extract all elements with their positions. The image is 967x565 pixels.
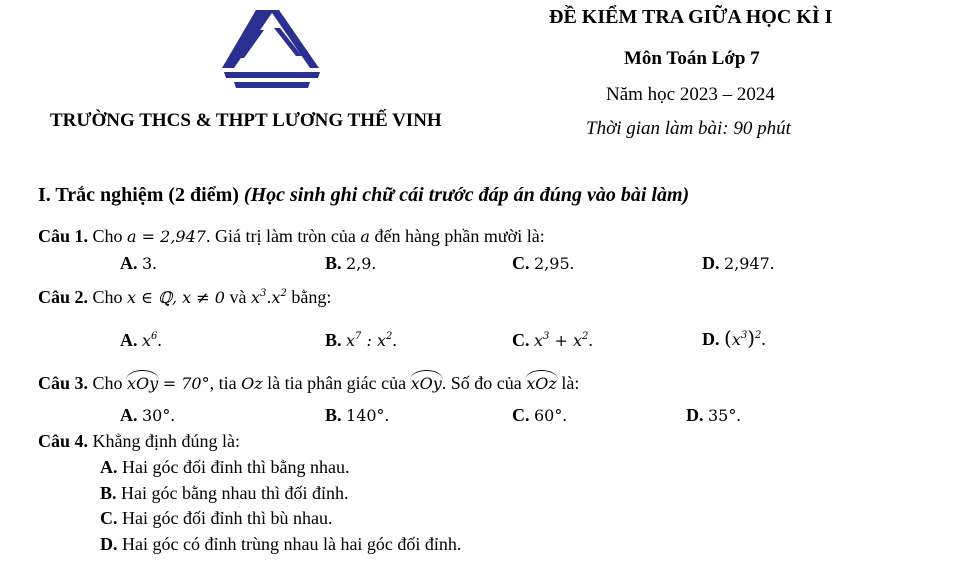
math-expression: $x^3.x^2$ xyxy=(250,288,287,307)
option-letter: A. xyxy=(120,405,138,425)
option-value: 3 xyxy=(142,254,153,273)
angle-xoz: xOz xyxy=(526,374,557,393)
option-b: B. $x^7$ : $x^2$. xyxy=(325,330,397,350)
option-letter: A. xyxy=(120,253,138,273)
question-text: Cho xyxy=(92,373,123,393)
option-letter: D. xyxy=(702,329,720,349)
section-title xyxy=(38,184,689,207)
math-expression: a = 2,947 xyxy=(127,227,206,246)
option-value: $x^7$ : $x^2$ xyxy=(346,331,393,350)
question-text: là: xyxy=(561,373,580,393)
option-c xyxy=(100,508,332,529)
ray-name: Oz xyxy=(241,374,263,393)
question-text: , tia xyxy=(209,373,237,393)
option-b: B. 140°. xyxy=(325,405,390,425)
option-value: 2,95 xyxy=(534,254,570,273)
option-letter: C. xyxy=(100,508,118,528)
option-value: 140° xyxy=(346,406,385,425)
option-text: Hai góc đối đỉnh thì bằng nhau. xyxy=(122,457,350,477)
option-letter: B. xyxy=(100,483,117,503)
option-text: Hai góc bằng nhau thì đối đỉnh. xyxy=(121,483,349,503)
section-instruction: (Học sinh ghi chữ cái trước đáp án đúng vào bài làm) xyxy=(243,184,690,206)
option-letter: A. xyxy=(100,457,118,477)
school-year: Năm học 2023 – 2024 xyxy=(606,84,775,105)
question-text: Khẳng định đúng là: xyxy=(92,431,240,451)
question-text: và xyxy=(229,287,247,307)
option-value: $(x^3)^2$ xyxy=(724,326,762,350)
option-value: 2,947 xyxy=(724,254,770,273)
angle-xoy: xOy xyxy=(127,374,159,393)
option-letter: C. xyxy=(512,330,530,350)
option-letter: D. xyxy=(100,534,118,554)
option-d: D. $(x^3)^2$. xyxy=(702,326,766,350)
question-1 xyxy=(38,226,545,247)
question-label: Câu 4. xyxy=(38,431,89,451)
math-variable: a xyxy=(360,227,370,246)
option-b xyxy=(100,483,348,504)
question-text: là tia phân giác của xyxy=(267,373,407,393)
option-letter: C. xyxy=(512,253,530,273)
question-2 xyxy=(38,287,331,308)
section-heading: I. Trắc nghiệm (2 điểm) xyxy=(38,184,239,206)
exam-title: ĐỀ KIỂM TRA GIỮA HỌC KÌ I xyxy=(549,6,833,28)
option-letter: D. xyxy=(686,405,704,425)
option-value: 2,9 xyxy=(346,254,372,273)
question-label: Câu 1. xyxy=(38,226,89,246)
question-text: Cho xyxy=(92,226,123,246)
school-name: TRƯỜNG THCS & THPT LƯƠNG THẾ VINH xyxy=(50,110,442,131)
option-c: C. 2,95. xyxy=(512,253,575,273)
question-text: Cho xyxy=(92,287,123,307)
option-value: 35° xyxy=(708,406,737,425)
option-text: Hai góc đối đỉnh thì bù nhau. xyxy=(122,508,333,528)
question-label: Câu 3. xyxy=(38,373,89,393)
option-letter: B. xyxy=(325,330,342,350)
question-text: bằng: xyxy=(291,287,332,307)
math-expression: = 70° xyxy=(162,374,210,393)
option-value: 30° xyxy=(142,406,171,425)
question-text: đến hàng phần mười là: xyxy=(374,226,545,246)
option-a: A. 30°. xyxy=(120,405,175,425)
option-c: C. 60°. xyxy=(512,405,567,425)
exam-time: Thời gian làm bài: 90 phút xyxy=(586,118,791,139)
question-text: . Giá trị làm tròn của xyxy=(205,226,356,246)
subject: Môn Toán Lớp 7 xyxy=(624,48,760,69)
option-value: $x^6$ xyxy=(142,331,158,350)
option-d: D. 35°. xyxy=(686,405,741,425)
option-value: 60° xyxy=(534,406,563,425)
question-label: Câu 2. xyxy=(38,287,89,307)
option-letter: B. xyxy=(325,253,342,273)
math-expression: x ∈ ℚ, x ≠ 0 xyxy=(127,288,225,307)
option-a: A. 3. xyxy=(120,253,157,273)
option-d xyxy=(100,534,461,555)
question-text: . Số đo của xyxy=(441,373,522,393)
option-d: D. 2,947. xyxy=(702,253,775,273)
option-c: C. $x^3 + x^2$. xyxy=(512,330,593,350)
option-letter: A. xyxy=(120,330,138,350)
option-value: $x^3 + x^2$ xyxy=(534,331,589,350)
school-logo xyxy=(222,10,322,92)
question-4 xyxy=(38,431,240,452)
option-a: A. $x^6$. xyxy=(120,330,162,350)
option-letter: B. xyxy=(325,405,342,425)
option-text: Hai góc có đỉnh trùng nhau là hai góc đối đỉnh. xyxy=(122,534,462,554)
option-b: B. 2,9. xyxy=(325,253,376,273)
option-a xyxy=(100,457,349,478)
option-letter: C. xyxy=(512,405,530,425)
option-letter: D. xyxy=(702,253,720,273)
angle-xoy: xOy xyxy=(410,374,442,393)
question-3 xyxy=(38,373,579,394)
